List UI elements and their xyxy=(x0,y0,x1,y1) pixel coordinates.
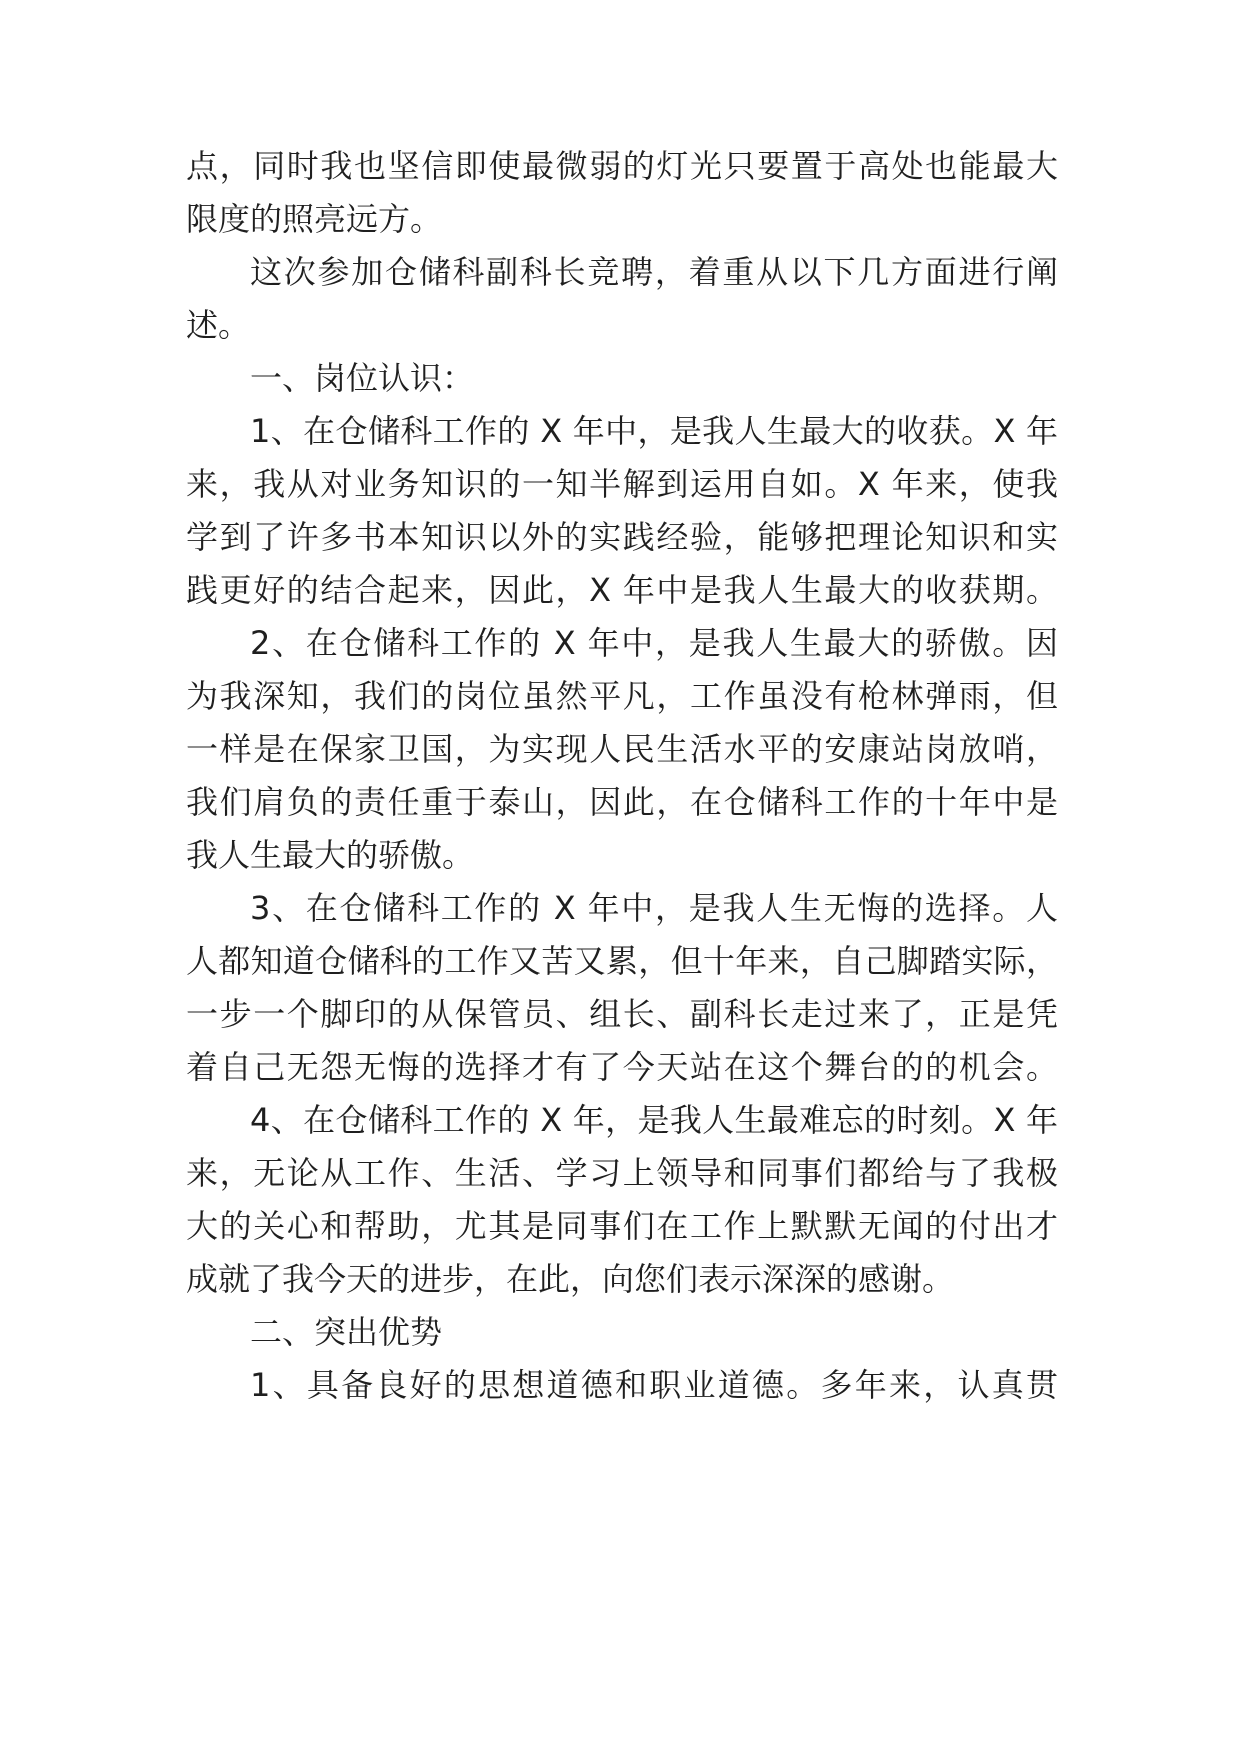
text-line: 践更好的结合起来，因此，X 年中是我人生最大的收获期。 xyxy=(186,571,1058,609)
text-line: 为我深知，我们的岗位虽然平凡，工作虽没有枪林弹雨，但 xyxy=(186,677,1058,715)
text-line: 一步一个脚印的从保管员、组长、副科长走过来了，正是凭 xyxy=(186,995,1058,1033)
text-line: 成就了我今天的进步，在此，向您们表示深深的感谢。 xyxy=(186,1260,955,1298)
text-line: 我人生最大的骄傲。 xyxy=(186,836,475,874)
text-line: 2、在仓储科工作的 X 年中，是我人生最大的骄傲。因 xyxy=(250,624,1058,662)
text-line: 1、在仓储科工作的 X 年中，是我人生最大的收获。X 年 xyxy=(250,412,1058,450)
section-heading: 一、岗位认识： xyxy=(250,359,475,397)
text-line: 人都知道仓储科的工作又苦又累，但十年来，自己脚踏实际， xyxy=(186,942,1058,980)
text-line: 我们肩负的责任重于泰山，因此，在仓储科工作的十年中是 xyxy=(186,783,1058,821)
section-heading: 二、突出优势 xyxy=(250,1313,443,1351)
text-line: 来，我从对业务知识的一知半解到运用自如。X 年来，使我 xyxy=(186,465,1058,503)
text-line: 着自己无怨无悔的选择才有了今天站在这个舞台的的机会。 xyxy=(186,1048,1058,1086)
text-line: 述。 xyxy=(186,306,251,344)
text-line: 学到了许多书本知识以外的实践经验，能够把理论知识和实 xyxy=(186,518,1058,556)
text-line: 4、在仓储科工作的 X 年，是我人生最难忘的时刻。X 年 xyxy=(250,1101,1058,1139)
text-line: 来，无论从工作、生活、学习上领导和同事们都给与了我极 xyxy=(186,1154,1058,1192)
text-line: 大的关心和帮助，尤其是同事们在工作上默默无闻的付出才 xyxy=(186,1207,1058,1245)
text-line: 一样是在保家卫国，为实现人民生活水平的安康站岗放哨， xyxy=(186,730,1058,768)
text-line: 限度的照亮远方。 xyxy=(186,200,443,238)
text-line: 3、在仓储科工作的 X 年中，是我人生无悔的选择。人 xyxy=(250,889,1058,927)
text-line: 这次参加仓储科副科长竞聘，着重从以下几方面进行阐 xyxy=(250,253,1058,291)
text-line: 点，同时我也坚信即使最微弱的灯光只要置于高处也能最大 xyxy=(186,147,1058,185)
text-line: 1、具备良好的思想道德和职业道德。多年来，认真贯 xyxy=(250,1366,1058,1404)
